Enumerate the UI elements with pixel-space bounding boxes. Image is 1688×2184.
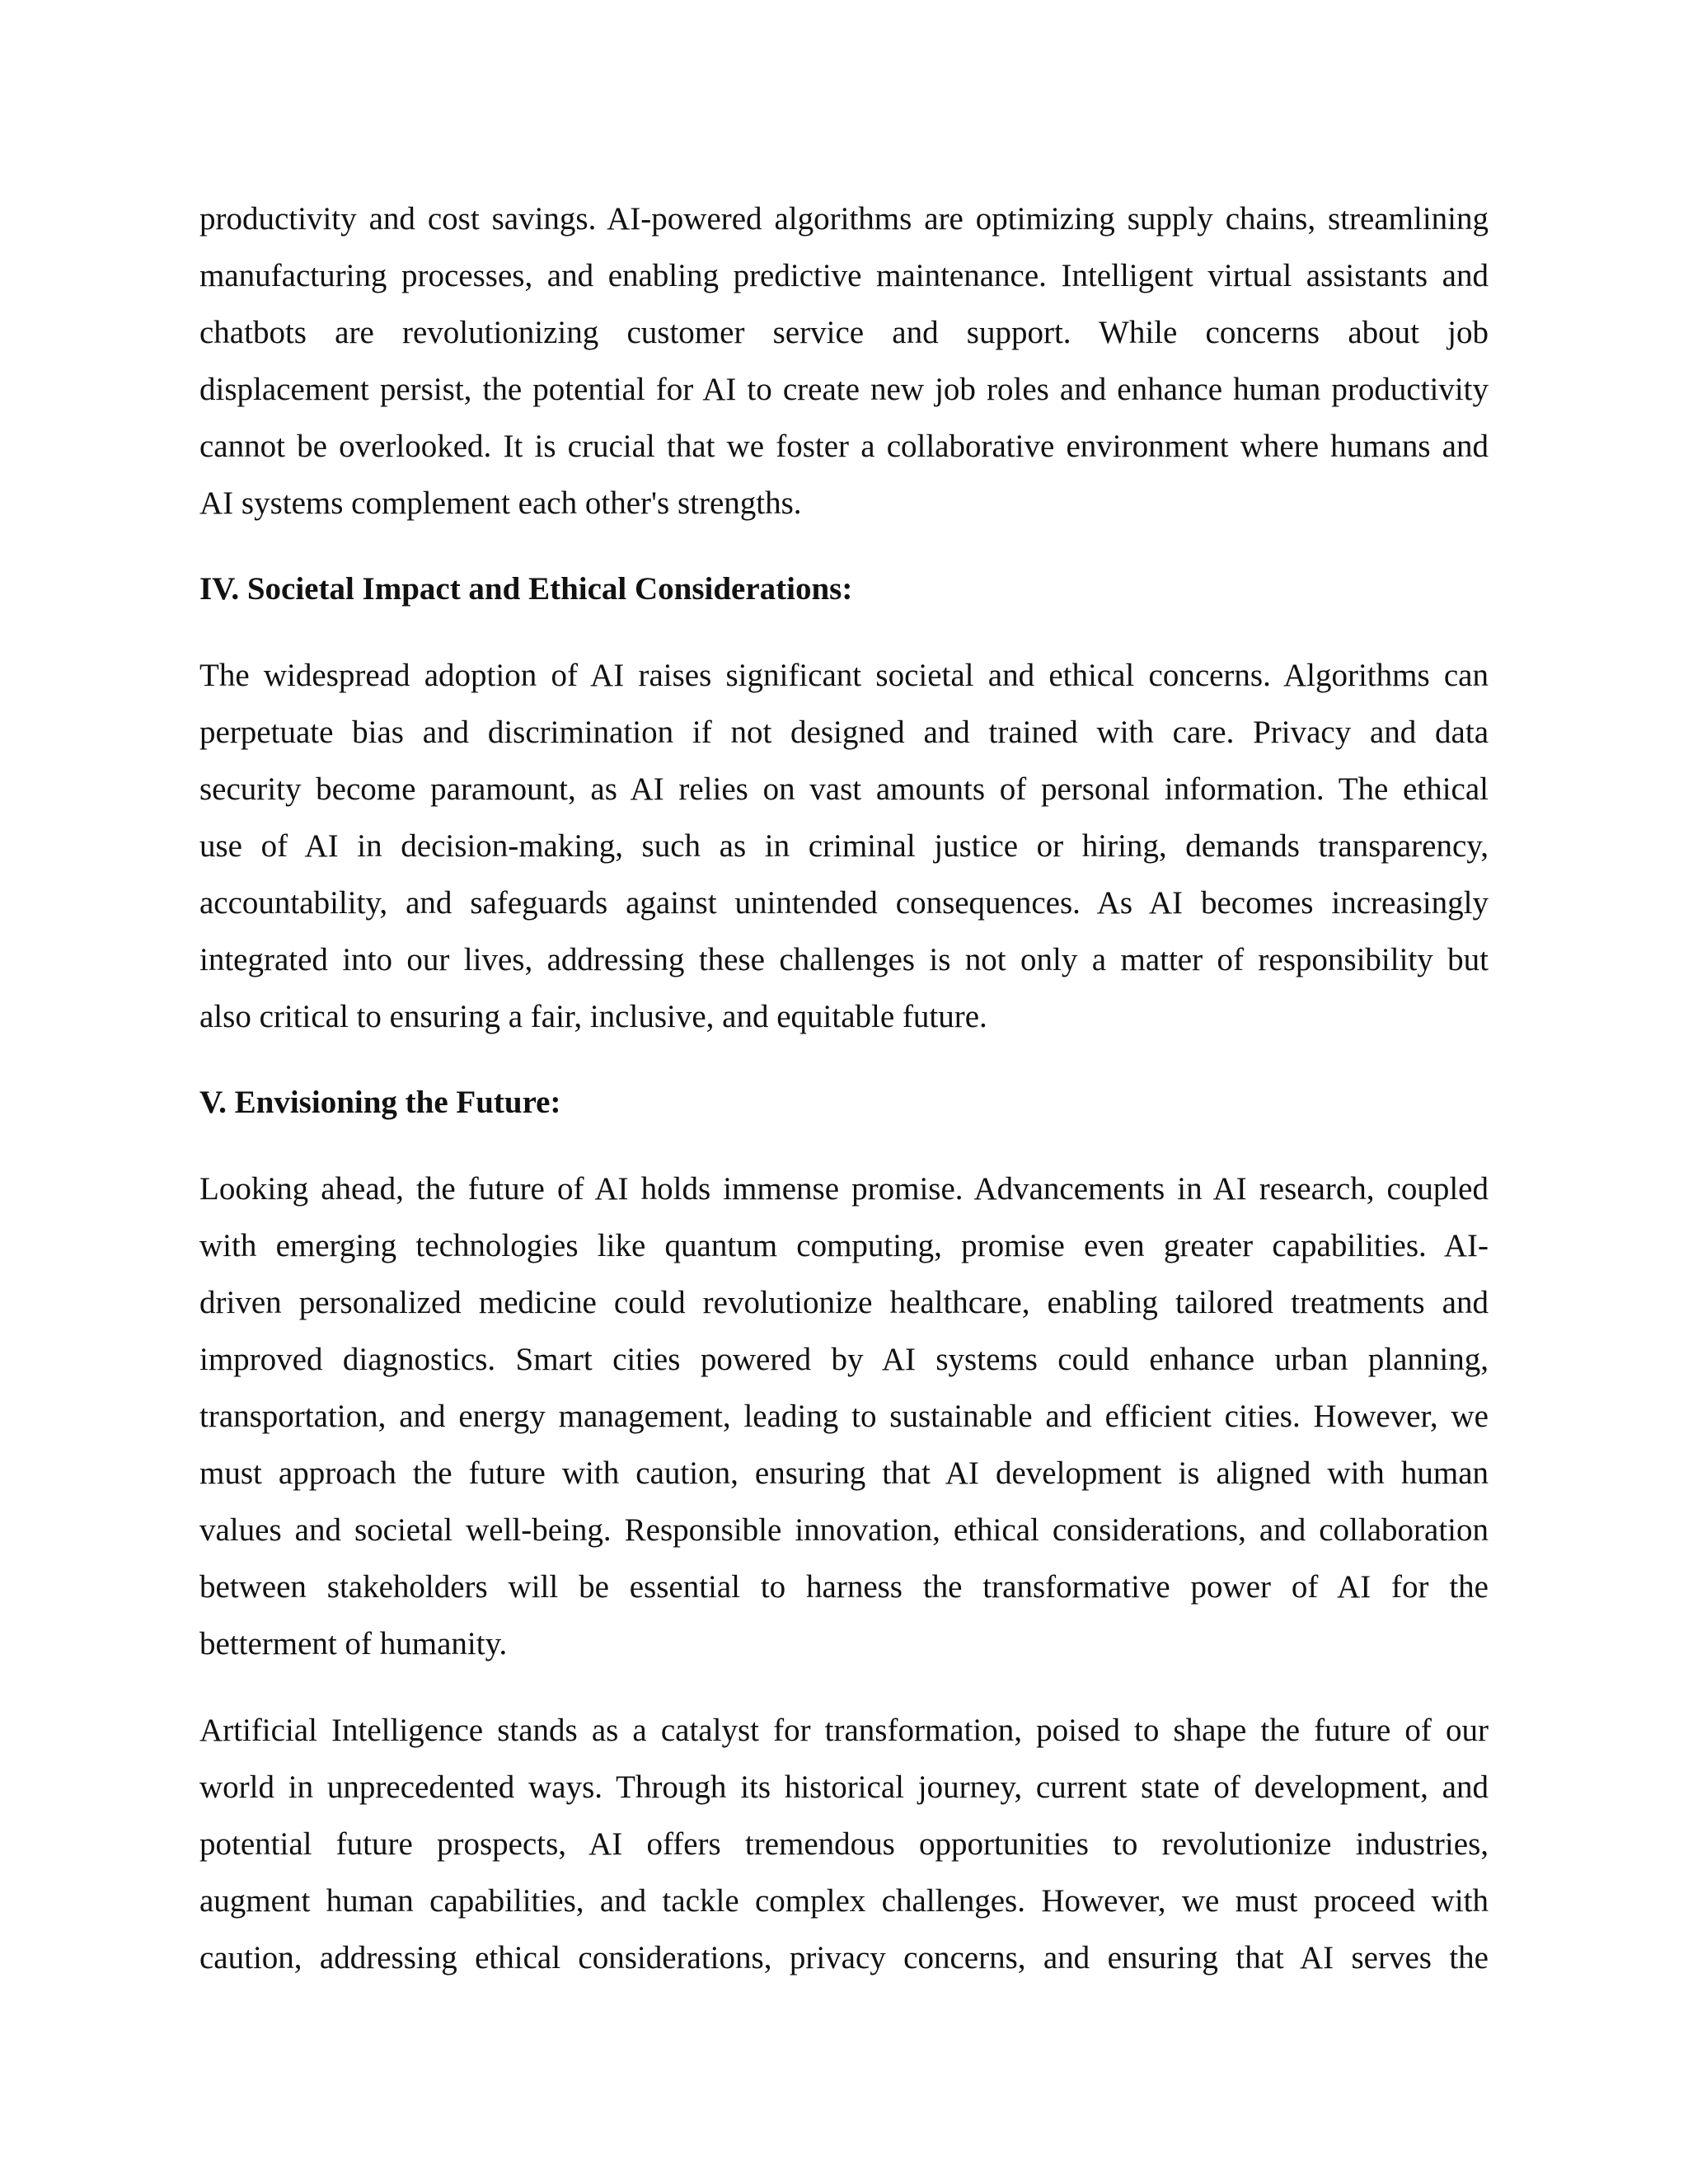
section-heading-societal-impact: IV. Societal Impact and Ethical Considerations: <box>199 571 853 607</box>
text-line: accountability, and safeguards against unintended consequences. As AI becomes increasingly <box>199 885 1489 921</box>
text-line: perpetuate bias and discrimination if not designed and trained with care. Privacy and data <box>199 715 1489 750</box>
text-line: Artificial Intelligence stands as a catalyst for transformation, poised to shape the future of our <box>199 1713 1489 1748</box>
text-line: displacement persist, the potential for AI to create new job roles and enhance human productivity <box>199 372 1489 407</box>
paragraph-future <box>199 1160 1489 1672</box>
text-line: chatbots are revolutionizing customer service and support. While concerns about job <box>199 315 1489 350</box>
section-heading-future: V. Envisioning the Future: <box>199 1085 561 1120</box>
text-line: must approach the future with caution, ensuring that AI development is aligned with human <box>199 1455 1489 1491</box>
text-line: productivity and cost savings. AI-powered algorithms are optimizing supply chains, streamlining <box>199 201 1489 237</box>
text-line: between stakeholders will be essential to harness the transformative power of AI for the <box>199 1569 1489 1605</box>
text-line: The widespread adoption of AI raises significant societal and ethical concerns. Algorithms can <box>199 658 1489 693</box>
text-line: AI systems complement each other's strengths. <box>199 485 802 521</box>
text-line: with emerging technologies like quantum computing, promise even greater capabilities. AI- <box>199 1228 1489 1263</box>
text-line: augment human capabilities, and tackle complex challenges. However, we must proceed with <box>199 1883 1489 1919</box>
text-line: potential future prospects, AI offers tremendous opportunities to revolutionize industries, <box>199 1826 1489 1862</box>
text-line: values and societal well-being. Responsible innovation, ethical considerations, and collaboration <box>199 1512 1489 1548</box>
text-line: use of AI in decision-making, such as in criminal justice or hiring, demands transparency, <box>199 828 1489 864</box>
paragraph-conclusion <box>199 1702 1489 1986</box>
text-line: Looking ahead, the future of AI holds immense promise. Advancements in AI research, coupled <box>199 1171 1489 1207</box>
text-line: transportation, and energy management, leading to sustainable and efficient cities. However, we <box>199 1399 1489 1434</box>
paragraph-productivity <box>199 190 1489 532</box>
text-line: security become paramount, as AI relies on vast amounts of personal information. The ethical <box>199 771 1489 807</box>
text-line: driven personalized medicine could revolutionize healthcare, enabling tailored treatments and <box>199 1285 1489 1320</box>
text-line: manufacturing processes, and enabling predictive maintenance. Intelligent virtual assistants and <box>199 258 1489 293</box>
text-line: betterment of humanity. <box>199 1626 508 1661</box>
text-line: world in unprecedented ways. Through its historical journey, current state of development, and <box>199 1769 1489 1805</box>
text-line: cannot be overlooked. It is crucial that we foster a collaborative environment where humans and <box>199 429 1489 464</box>
paragraph-societal-impact <box>199 647 1489 1045</box>
text-line: integrated into our lives, addressing these challenges is not only a matter of responsibility but <box>199 942 1489 977</box>
text-line: also critical to ensuring a fair, inclusive, and equitable future. <box>199 999 987 1034</box>
text-line: improved diagnostics. Smart cities powered by AI systems could enhance urban planning, <box>199 1342 1489 1377</box>
text-line: caution, addressing ethical considerations, privacy concerns, and ensuring that AI serves the <box>199 1940 1489 1975</box>
